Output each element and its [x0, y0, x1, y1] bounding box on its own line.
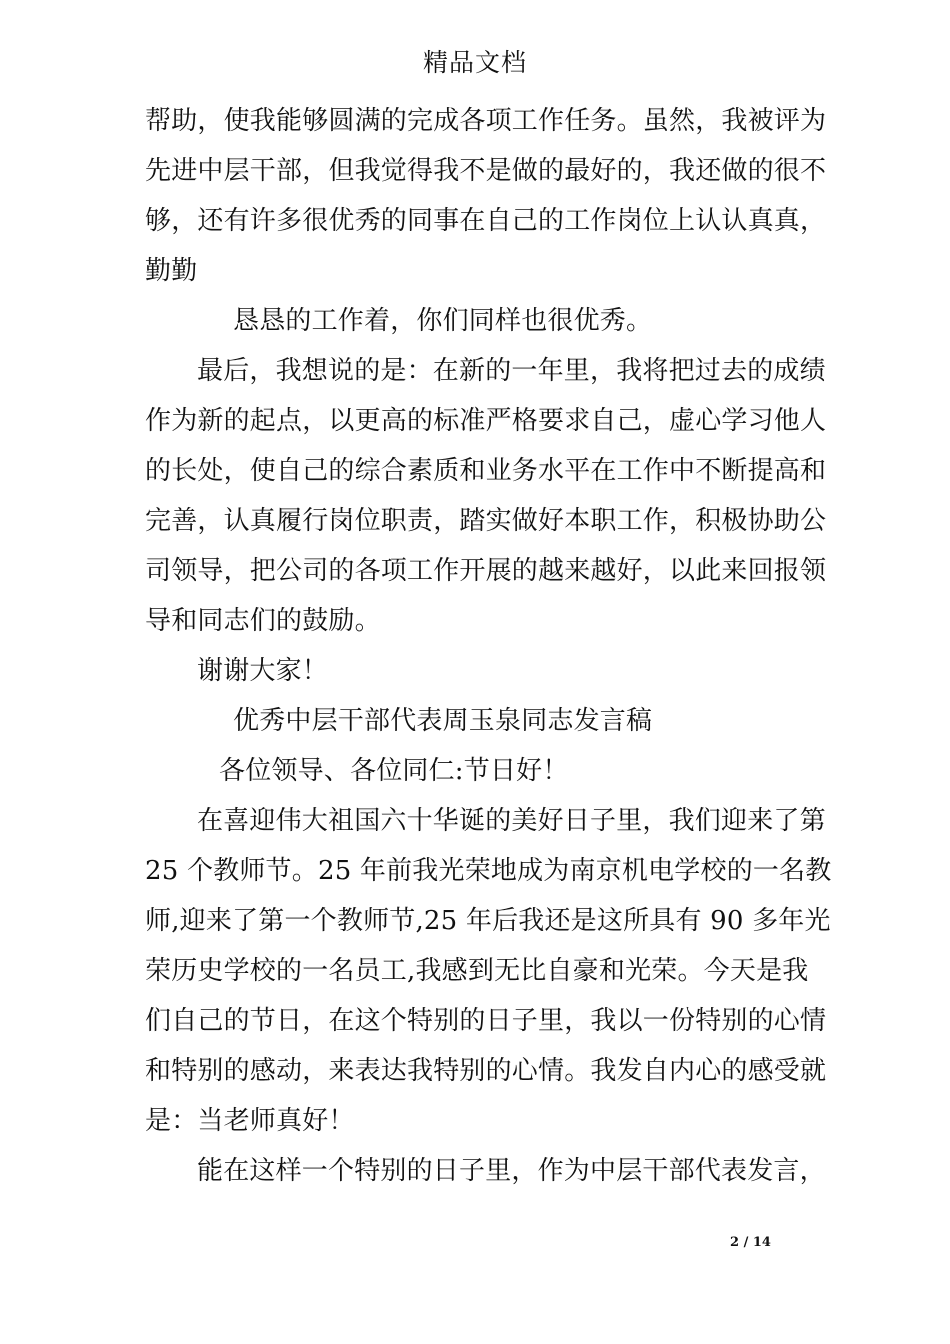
body-line: 帮助，使我能够圆满的完成各项工作任务。虽然，我被评为 — [145, 106, 827, 136]
body-line: 够，还有许多很优秀的同事在自己的工作岗位上认认真真， — [145, 206, 827, 236]
body-line: 是：当老师真好！ — [145, 1106, 355, 1136]
page-header-title: 精品文档 — [422, 48, 527, 77]
body-line: 先进中层干部，但我觉得我不是做的最好的，我还做的很不 — [145, 156, 827, 186]
body-line: 荣历史学校的一名员工,我感到无比自豪和光荣。今天是我 — [145, 956, 809, 986]
body-line: 完善，认真履行岗位职责，踏实做好本职工作，积极协助公 — [145, 506, 827, 536]
body-line: 勤勤 — [145, 256, 198, 286]
body-line: 和特别的感动，来表达我特别的心情。我发自内心的感受就 — [145, 1056, 827, 1086]
body-line: 师,迎来了第一个教师节,25 年后我还是这所具有 90 多年光 — [145, 906, 831, 936]
page-number-indicator: 2 / 14 — [730, 1235, 771, 1250]
speech-title: 优秀中层干部代表周玉泉同志发言稿 — [233, 706, 653, 736]
paragraph-start-line: 能在这样一个特别的日子里，作为中层干部代表发言， — [197, 1156, 826, 1186]
document-body — [145, 96, 832, 1196]
body-line: 作为新的起点，以更高的标准严格要求自己，虚心学习他人 — [145, 406, 827, 436]
body-line: 司领导，把公司的各项工作开展的越来越好，以此来回报领 — [145, 556, 827, 586]
closing-line: 谢谢大家！ — [197, 656, 329, 686]
body-line: 们自己的节日，在这个特别的日子里，我以一份特别的心情 — [145, 1006, 827, 1036]
body-line: 的长处，使自己的综合素质和业务水平在工作中不断提高和 — [145, 456, 827, 486]
body-line: 恳恳的工作着，你们同样也很优秀。 — [233, 306, 653, 336]
body-line: 导和同志们的鼓励。 — [145, 606, 381, 636]
body-line: 25 个教师节。25 年前我光荣地成为南京机电学校的一名教 — [145, 856, 832, 886]
paragraph-start-line: 在喜迎伟大祖国六十华诞的美好日子里，我们迎来了第 — [197, 806, 826, 836]
paragraph-start-line: 最后，我想说的是：在新的一年里，我将把过去的成绩 — [197, 356, 826, 386]
greeting-line: 各位领导、各位同仁:节日好！ — [219, 756, 569, 786]
